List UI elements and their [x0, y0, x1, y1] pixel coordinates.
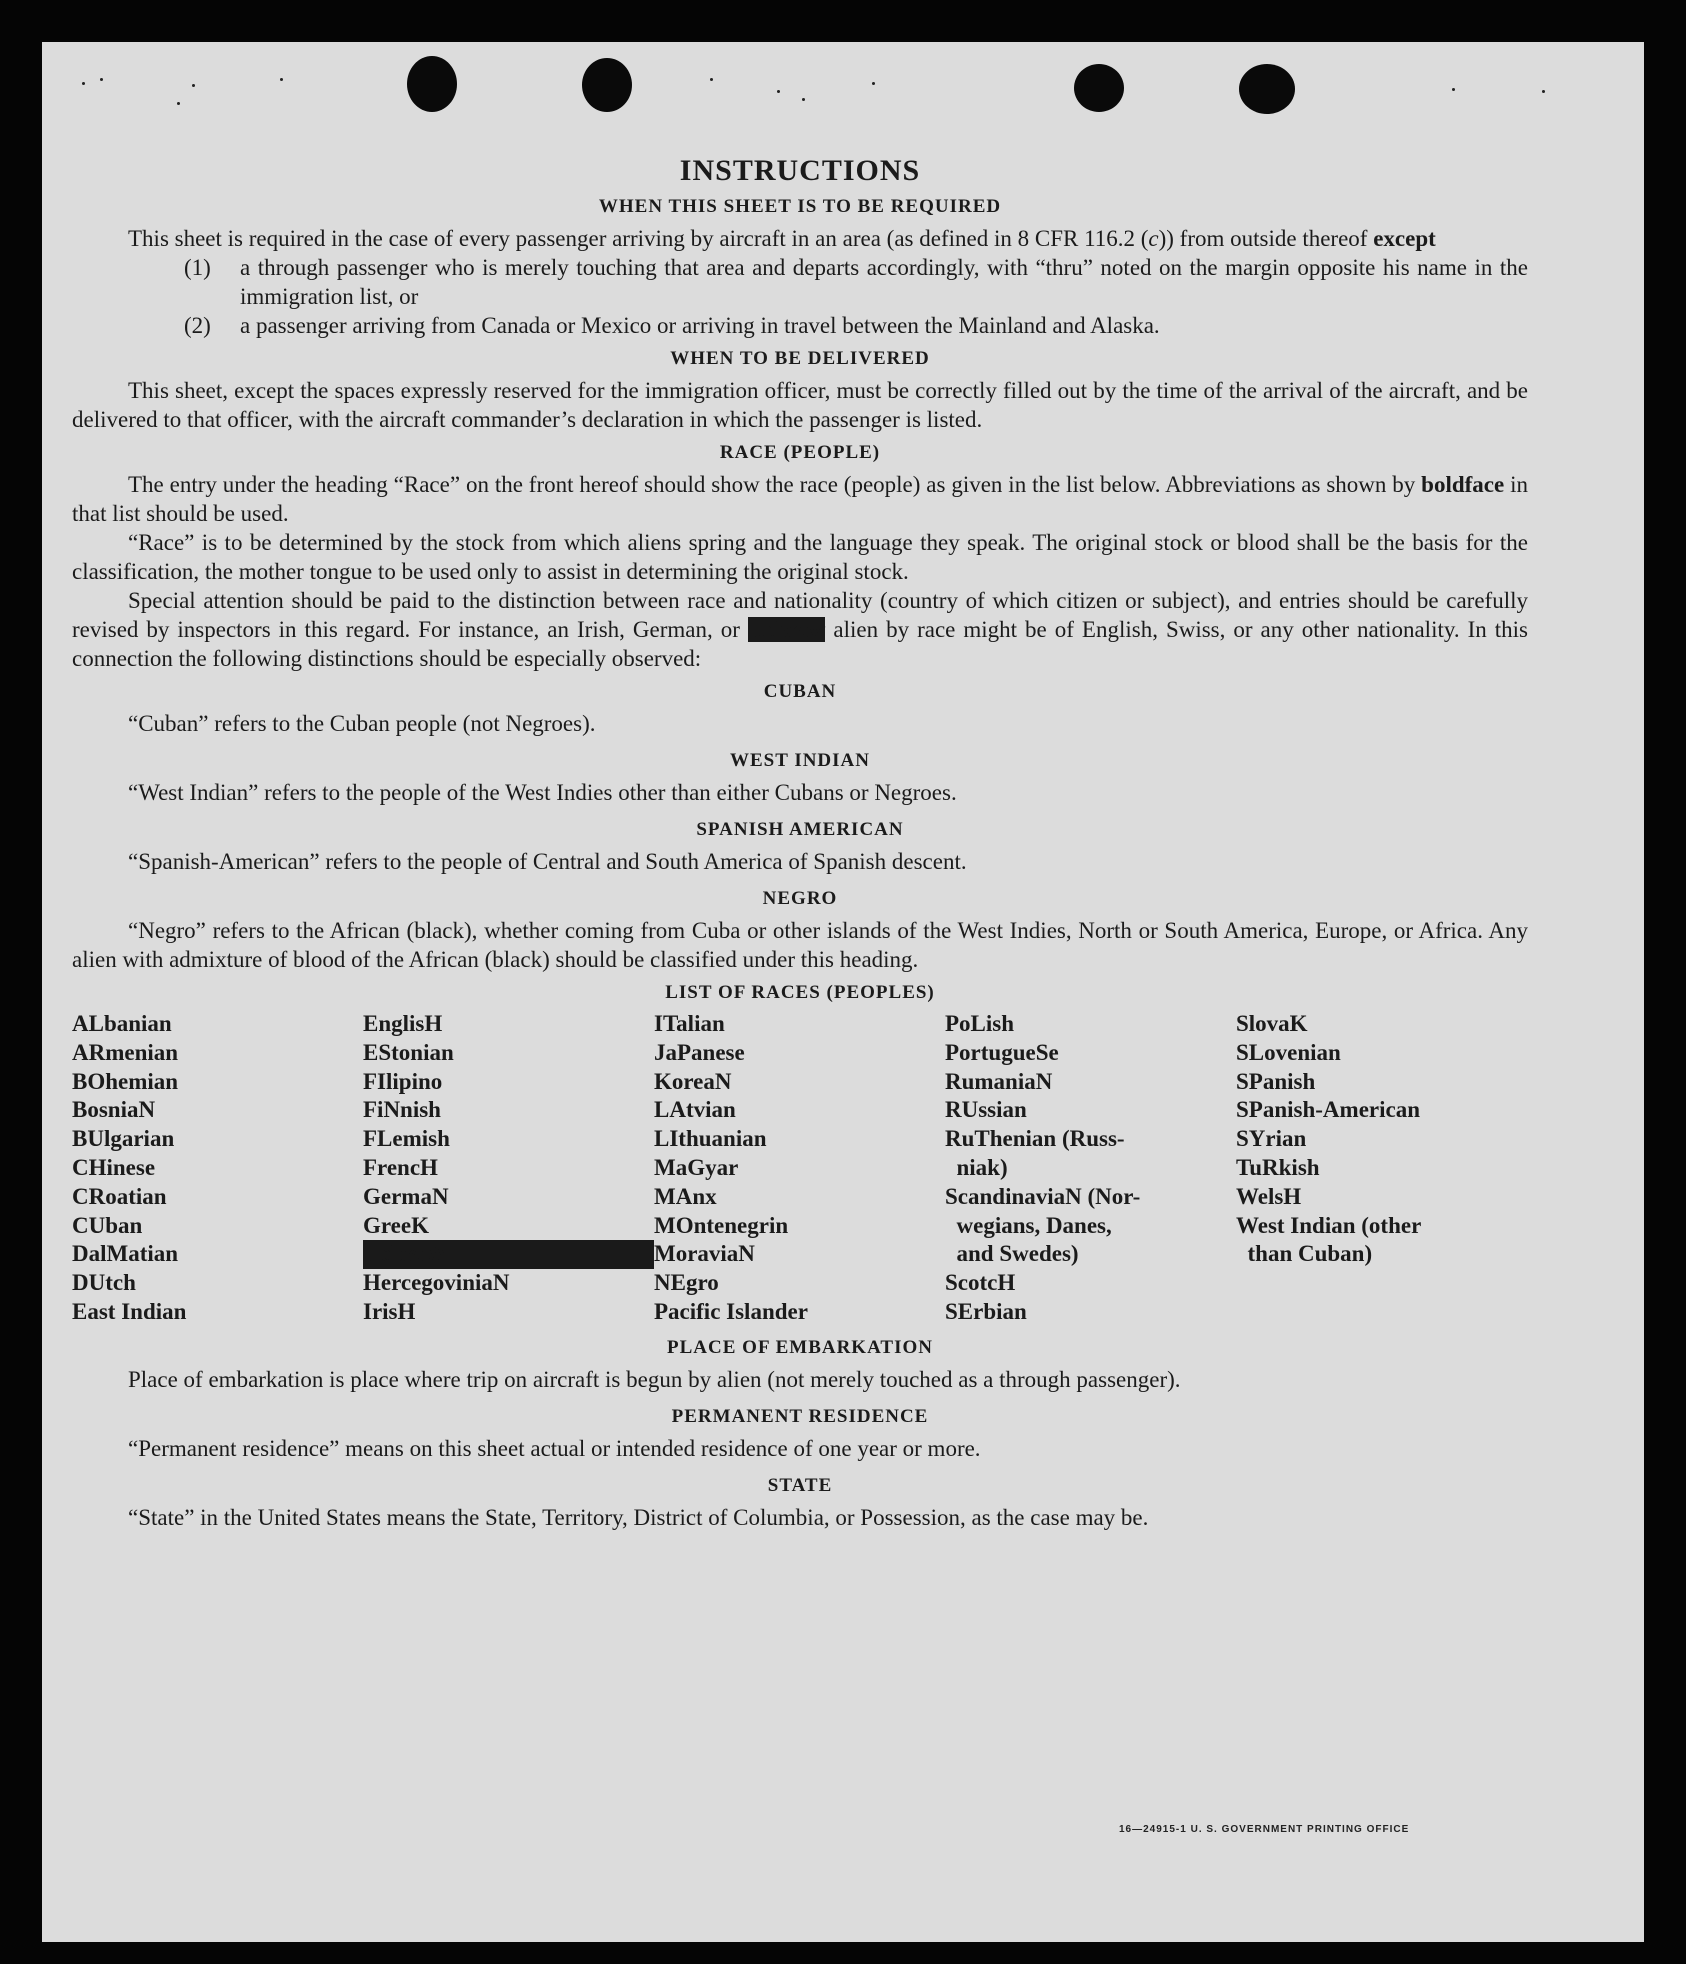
west-indian-text: “West Indian” refers to the people of the West Indies other than either Cubans or Negroes.	[128, 780, 957, 805]
printing-office-footer: 16—24915-1 U. S. GOVERNMENT PRINTING OFFICE	[1119, 1824, 1410, 1835]
race-entry: HebreW	[363, 1240, 654, 1269]
punch-hole	[582, 58, 632, 112]
speck	[82, 82, 85, 85]
section-heading-embarkation: PLACE OF EMBARKATION	[667, 1336, 933, 1358]
required-intro-italic: c	[1148, 226, 1159, 251]
race-entry: wegians, Danes,	[945, 1212, 1112, 1238]
document-sheet	[42, 42, 1644, 1942]
race-entry: BOhemian	[72, 1068, 179, 1094]
exception-text: a through passenger who is merely touching that area and departs accordingly, with “thru” noted on the margin opposite his name in the immigration list, or	[240, 255, 1528, 309]
race-entry: SLovenian	[1236, 1039, 1341, 1065]
section-heading-spanish-american: SPANISH AMERICAN	[696, 819, 904, 840]
race-entry: BUlgarian	[72, 1126, 175, 1152]
cuban-text: “Cuban” refers to the Cuban people (not Negroes).	[128, 711, 596, 736]
race-entry: PoLish	[945, 1011, 1015, 1036]
race-entry: FiNnish	[363, 1097, 441, 1123]
embarkation-text: Place of embarkation is place where trip on aircraft is begun by alien (not merely touched as a through passenger).	[128, 1366, 1181, 1392]
race-entry: CRoatian	[72, 1183, 167, 1209]
speck	[710, 78, 713, 81]
race-entry: CHinese	[72, 1154, 156, 1180]
race-entry: MaGyar	[654, 1154, 739, 1180]
section-heading-delivered: WHEN TO BE DELIVERED	[670, 348, 930, 369]
race-entry: JaPanese	[654, 1039, 745, 1065]
race-entry: ALbanian	[72, 1011, 172, 1036]
section-heading-negro: NEGRO	[762, 888, 838, 909]
section-heading-list: LIST OF RACES (PEOPLES)	[665, 982, 935, 1003]
speck	[1452, 88, 1455, 91]
required-intro-bold: except	[1373, 226, 1436, 251]
residence-text: “Permanent residence” means on this sheet actual or intended residence of one year or more.	[128, 1435, 981, 1461]
negro-text: “Negro” refers to the African (black), whether coming from Cuba or other islands of the West Indies, North or South America, Europe, or Africa. Any alien with admixture of blood of the African (black) should be classified under this heading.	[72, 918, 1528, 972]
race-list	[72, 1010, 1528, 1327]
exception-item	[184, 253, 1528, 311]
race-entry: Pacific Islander	[654, 1298, 808, 1324]
speck	[802, 98, 805, 101]
race-entry: DalMatian	[72, 1241, 179, 1267]
race-column	[654, 1010, 945, 1327]
delivered-text: This sheet, except the spaces expressly reserved for the immigration officer, must be correctly filled out by the time of the arrival of the aircraft, and be delivered to that officer, with the aircraft commander’s declaration in which the passenger is listed.	[72, 378, 1528, 432]
race-entry: ITalian	[654, 1011, 725, 1036]
race-entry: IrisH	[363, 1298, 416, 1324]
race-entry: LIthuanian	[654, 1126, 767, 1152]
race-entry: GreeK	[363, 1212, 429, 1238]
punch-hole	[1074, 64, 1124, 112]
exception-number: (2)	[184, 313, 211, 338]
race-entry: GermaN	[363, 1183, 449, 1209]
race-entry: West Indian (other	[1236, 1212, 1422, 1238]
race-column	[1236, 1010, 1527, 1327]
race-entry: than Cuban)	[1236, 1241, 1373, 1267]
state-text: “State” in the United States means the State, Territory, District of Columbia, or Possession, as the case may be.	[128, 1504, 1149, 1530]
race-p3-text-2: alien by race might be of English, Swiss, or any other nationality. In this connection the following distinctions should be especially observed:	[72, 617, 1528, 671]
exception-text: a passenger arriving from Canada or Mexico or arriving in travel between the Mainland and Alaska.	[240, 313, 1160, 338]
race-entry: FrencH	[363, 1154, 438, 1180]
race-entry: SYrian	[1236, 1126, 1307, 1152]
page-title: INSTRUCTIONS	[679, 154, 921, 187]
speck	[192, 84, 195, 87]
race-entry: LAtvian	[654, 1097, 736, 1123]
race-entry: TuRkish	[1236, 1154, 1320, 1180]
race-p1-text: The entry under the heading “Race” on the front hereof should show the race (people) as given in the list below. Abbreviations as shown by	[128, 472, 1422, 497]
section-heading-state: STATE	[767, 1474, 833, 1496]
race-entry: FIlipino	[363, 1068, 443, 1094]
section-heading-cuban: CUBAN	[763, 681, 837, 702]
instructions-content	[72, 154, 1528, 1532]
race-paragraph-1	[72, 470, 1528, 528]
race-entry: RUssian	[945, 1097, 1027, 1123]
race-entry: BosniaN	[72, 1097, 156, 1123]
race-entry: RumaniaN	[945, 1068, 1053, 1094]
section-heading-residence: PERMANENT RESIDENCE	[671, 1405, 929, 1427]
redacted-word: Hebrew	[747, 617, 826, 642]
race-paragraph-3	[72, 586, 1528, 673]
speck	[177, 102, 180, 105]
race-entry: ScandinaviaN (Nor-	[945, 1183, 1141, 1209]
race-entry: KoreaN	[654, 1068, 732, 1094]
punch-hole	[407, 56, 457, 112]
required-intro	[72, 224, 1528, 253]
race-entry: ARmenian	[72, 1039, 179, 1065]
race-column	[363, 1010, 654, 1327]
race-entry: MAnx	[654, 1183, 717, 1209]
speck	[100, 78, 103, 81]
race-entry: ScotcH	[945, 1270, 1016, 1296]
race-entry: PortugueSe	[945, 1039, 1059, 1065]
race-entry: NEgro	[654, 1270, 719, 1296]
speck	[280, 78, 283, 81]
race-entry: SErbian	[945, 1298, 1027, 1324]
race-entry: East Indian	[72, 1298, 187, 1324]
race-entry: EStonian	[363, 1039, 454, 1065]
speck	[872, 82, 875, 85]
required-intro-text-2: )) from outside thereof	[1158, 226, 1374, 251]
race-entry: SlovaK	[1236, 1011, 1308, 1036]
race-p1-bold: boldface	[1421, 472, 1505, 497]
section-heading-west-indian: WEST INDIAN	[730, 750, 870, 771]
race-p3-text: Special attention should be paid to the distinction between race and nationality (country of which citizen or subject), and entries should be carefully revised by inspectors in this regard. For instance, an Irish, German, or	[72, 588, 1528, 642]
exception-item	[184, 311, 1528, 340]
race-entry: CUban	[72, 1212, 143, 1238]
race-entry: HercegoviniaN	[363, 1270, 510, 1296]
race-entry: MOntenegrin	[654, 1212, 789, 1238]
race-p1-text-2: in that list should be used.	[72, 472, 1529, 526]
punch-hole	[1239, 64, 1295, 114]
section-heading-required: WHEN THIS SHEET IS TO BE REQUIRED	[598, 196, 1002, 217]
race-column	[945, 1010, 1236, 1327]
race-entry: RuThenian (Russ-	[945, 1126, 1125, 1152]
spanish-american-text: “Spanish-American” refers to the people of Central and South America of Spanish descent.	[128, 849, 967, 874]
race-entry: and Swedes)	[945, 1241, 1079, 1267]
section-heading-race: RACE (PEOPLE)	[719, 442, 881, 463]
race-entry: EnglisH	[363, 1011, 443, 1036]
required-intro-text: This sheet is required in the case of every passenger arriving by aircraft in an area (as defined in 8 CFR 116.2 (	[128, 226, 1149, 251]
race-entry: niak)	[945, 1154, 1008, 1180]
speck	[777, 90, 780, 93]
race-entry: SPanish-American	[1236, 1097, 1420, 1123]
speck	[1542, 90, 1545, 93]
race-entry: SPanish	[1236, 1068, 1316, 1094]
race-entry: MoraviaN	[654, 1241, 755, 1267]
race-entry: WelsH	[1236, 1183, 1302, 1209]
exception-number: (1)	[184, 255, 211, 280]
race-paragraph-2: “Race” is to be determined by the stock from which aliens spring and the language they speak. The original stock or blood shall be the basis for the classification, the mother tongue to be used only to assist in determining the original stock.	[72, 530, 1528, 584]
race-column	[72, 1010, 363, 1327]
race-entry: FLemish	[363, 1126, 450, 1152]
race-entry: DUtch	[72, 1270, 136, 1296]
